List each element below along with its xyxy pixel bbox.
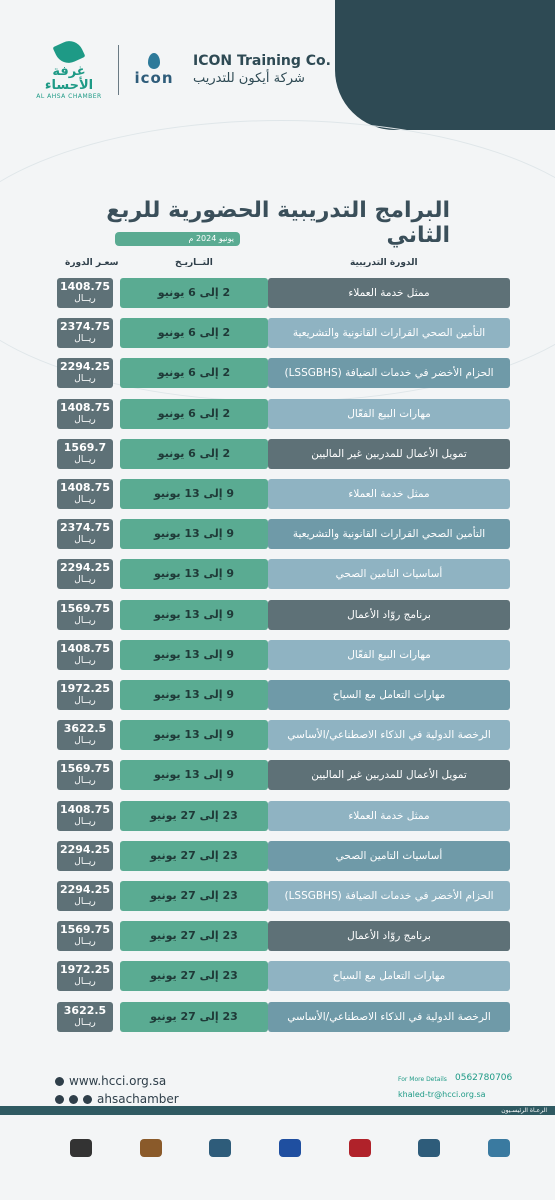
header-corner-shape (335, 0, 555, 130)
price-value: 1569.75 (59, 762, 111, 776)
logo-divider (118, 45, 119, 95)
course-name: الرخصة الدولية في الذكاء الاصطناعي/الأساسي (268, 720, 510, 750)
period-badge: يونيو 2024 م (115, 232, 240, 246)
course-date: 9 إلى 13 يونيو (120, 559, 268, 589)
table-row (0, 276, 555, 310)
course-name: مهارات البيع الفعّال (268, 399, 510, 429)
sponsor-logo (488, 1132, 510, 1164)
sponsor-mark (140, 1139, 162, 1157)
table-row (0, 919, 555, 953)
course-price (57, 1002, 113, 1032)
sponsor-logo (279, 1132, 301, 1164)
price-value: 2374.75 (59, 521, 111, 535)
company-name-ar: شركة أيكون للتدريب (193, 71, 305, 86)
course-price (57, 519, 113, 549)
course-name: ممثل خدمة العملاء (268, 801, 510, 831)
table-row (0, 839, 555, 873)
course-date: 23 إلى 27 يونيو (120, 921, 268, 951)
price-value: 1408.75 (59, 481, 111, 494)
course-name: مهارات البيع الفعّال (268, 640, 510, 670)
sponsor-mark (488, 1139, 510, 1157)
header-date: التــاريـخ (175, 258, 213, 268)
course-date: 2 إلى 6 يونيو (120, 318, 268, 348)
currency-label: ريــال (74, 374, 96, 385)
currency-label: ريــال (74, 1017, 96, 1028)
course-name: برنامج روّاد الأعمال (268, 921, 510, 951)
social-icon (83, 1095, 92, 1104)
sponsor-logo (70, 1132, 92, 1164)
table-row (0, 517, 555, 551)
sponsor-logo (209, 1132, 231, 1164)
course-name: مهارات التعامل مع السياح (268, 961, 510, 991)
sponsors-bar (0, 1106, 555, 1115)
sponsor-mark (279, 1139, 301, 1157)
course-price (57, 801, 113, 831)
course-date: 9 إلى 13 يونيو (120, 720, 268, 750)
currency-label: ريــال (74, 897, 96, 907)
price-value: 2294.25 (59, 842, 111, 856)
company-names (193, 53, 331, 87)
price-value: 2294.25 (59, 883, 111, 896)
course-name: التأمين الصحي القرارات القانونية والتشريعية (268, 519, 510, 549)
price-value: 1972.25 (59, 963, 111, 977)
table-row (0, 397, 555, 431)
price-value: 1569.75 (59, 601, 111, 615)
sponsor-logo (418, 1132, 440, 1164)
sponsor-mark (349, 1139, 371, 1157)
course-date: 9 إلى 13 يونيو (120, 640, 268, 670)
price-value: 1972.25 (59, 682, 111, 695)
course-date: 23 إلى 27 يونيو (120, 961, 268, 991)
course-name: تمويل الأعمال للمدربين غير الماليين (268, 439, 510, 469)
header-course: الدورة التدريبية (350, 258, 418, 268)
table-row (0, 1000, 555, 1034)
price-value: 3622.5 (63, 1003, 107, 1017)
currency-label: ريــال (74, 495, 96, 505)
course-price (57, 559, 113, 589)
course-price (57, 399, 113, 429)
table-row (0, 678, 555, 712)
sponsor-mark (418, 1139, 440, 1157)
course-date: 9 إلى 13 يونيو (120, 519, 268, 549)
currency-label: ريــال (74, 937, 96, 948)
course-date: 23 إلى 27 يونيو (120, 801, 268, 831)
drop-icon (148, 53, 160, 69)
sponsor-logo (140, 1132, 162, 1164)
table-row (0, 718, 555, 752)
course-name: تمويل الأعمال للمدربين غير الماليين (268, 760, 510, 790)
course-date: 23 إلى 27 يونيو (120, 841, 268, 871)
course-price (57, 278, 113, 308)
table-row (0, 437, 555, 471)
course-date: 9 إلى 13 يونيو (120, 600, 268, 630)
header-logos (30, 45, 331, 100)
table-row (0, 316, 555, 350)
course-name: الحزام الأخضر في خدمات الضيافة (LSSGBHS) (268, 358, 510, 388)
price-value: 1569.75 (59, 923, 111, 937)
currency-label: ريــال (74, 454, 96, 465)
course-price (57, 600, 113, 630)
course-price (57, 961, 113, 991)
price-value: 3622.5 (63, 722, 107, 736)
details-label: For More Details (398, 1076, 447, 1083)
email-address[interactable]: khaled-tr@hcci.org.sa (398, 1090, 486, 1099)
course-date: 23 إلى 27 يونيو (120, 1002, 268, 1032)
course-price (57, 439, 113, 469)
social-icon (69, 1095, 78, 1104)
course-price (57, 841, 113, 871)
currency-label: ريــال (74, 696, 96, 706)
course-name: أساسيات التامين الصحي (268, 841, 510, 871)
ahsa-chamber-logo (30, 41, 108, 100)
course-price (57, 720, 113, 750)
ahsa-name-ar: غرفة الأحساء (44, 63, 94, 93)
course-name: برنامج روّاد الأعمال (268, 600, 510, 630)
company-name-en: ICON Training Co. (193, 53, 331, 69)
globe-icon (55, 1077, 64, 1086)
price-value: 1408.75 (59, 400, 111, 414)
website-link[interactable]: www.hcci.org.sa (69, 1074, 167, 1088)
currency-label: ريــال (74, 977, 96, 988)
course-price (57, 318, 113, 348)
price-value: 2374.75 (59, 320, 111, 334)
price-value: 1569.7 (63, 440, 107, 454)
currency-label: ريــال (74, 334, 96, 345)
course-name: الرخصة الدولية في الذكاء الاصطناعي/الأساسي (268, 1002, 510, 1032)
table-row (0, 356, 555, 390)
course-name: ممثل خدمة العملاء (268, 278, 510, 308)
sponsor-logo (349, 1132, 371, 1164)
price-value: 2294.25 (59, 561, 111, 575)
currency-label: ريــال (74, 414, 96, 425)
sponsor-mark (209, 1139, 231, 1157)
course-price (57, 358, 113, 388)
footer (0, 1070, 555, 1200)
table-row (0, 758, 555, 792)
header-price: سعـر الدورة (65, 258, 119, 268)
website-line[interactable] (55, 1074, 166, 1088)
table-row (0, 598, 555, 632)
price-value: 2294.25 (59, 360, 111, 374)
currency-label: ريــال (74, 575, 96, 586)
course-date: 2 إلى 6 يونيو (120, 358, 268, 388)
currency-label: ريــال (74, 535, 96, 546)
course-name: ممثل خدمة العملاء (268, 479, 510, 509)
sponsor-logos (70, 1128, 510, 1168)
price-value: 1408.75 (59, 802, 111, 816)
course-name: مهارات التعامل مع السياح (268, 680, 510, 710)
course-date: 9 إلى 13 يونيو (120, 760, 268, 790)
course-price (57, 640, 113, 670)
course-date: 2 إلى 6 يونيو (120, 278, 268, 308)
course-date: 9 إلى 13 يونيو (120, 479, 268, 509)
leaf-icon (53, 36, 86, 67)
course-date: 2 إلى 6 يونيو (120, 399, 268, 429)
course-price (57, 760, 113, 790)
course-price (57, 479, 113, 509)
table-row (0, 477, 555, 511)
ahsa-name-en: AL AHSA CHAMBER (36, 92, 102, 100)
course-date: 9 إلى 13 يونيو (120, 680, 268, 710)
social-icon (55, 1095, 64, 1104)
currency-label: ريــال (74, 615, 96, 626)
course-price (57, 881, 113, 911)
course-price (57, 680, 113, 710)
table-row (0, 557, 555, 591)
page-title: البرامج التدريبية الحضورية للربع الثاني (106, 198, 450, 248)
currency-label: ريــال (74, 736, 96, 747)
table-row (0, 799, 555, 833)
price-value: 1408.75 (59, 280, 111, 293)
currency-label: ريــال (74, 816, 96, 827)
course-name: التأمين الصحي القرارات القانونية والتشريعية (268, 318, 510, 348)
course-date: 2 إلى 6 يونيو (120, 439, 268, 469)
currency-label: ريــال (74, 856, 96, 867)
table-row (0, 879, 555, 913)
icon-wordmark: icon (134, 69, 174, 87)
course-date: 23 إلى 27 يونيو (120, 881, 268, 911)
currency-label: ريــال (74, 655, 96, 666)
icon-logo (129, 53, 179, 87)
social-line[interactable] (55, 1092, 179, 1106)
price-value: 1408.75 (59, 641, 111, 655)
currency-label: ريــال (74, 776, 96, 787)
social-handle[interactable]: ahsachamber (97, 1092, 179, 1106)
sponsor-mark (70, 1139, 92, 1157)
table-row (0, 638, 555, 672)
course-name: الحزام الأخضر في خدمات الضيافة (LSSGBHS) (268, 881, 510, 911)
course-price (57, 921, 113, 951)
phone-number[interactable]: 0562780706 (455, 1073, 513, 1083)
table-row (0, 959, 555, 993)
sponsors-label: الرعـاة الرئيسـيون (501, 1107, 547, 1114)
currency-label: ريــال (74, 294, 96, 304)
course-name: أساسيات التامين الصحي (268, 559, 510, 589)
